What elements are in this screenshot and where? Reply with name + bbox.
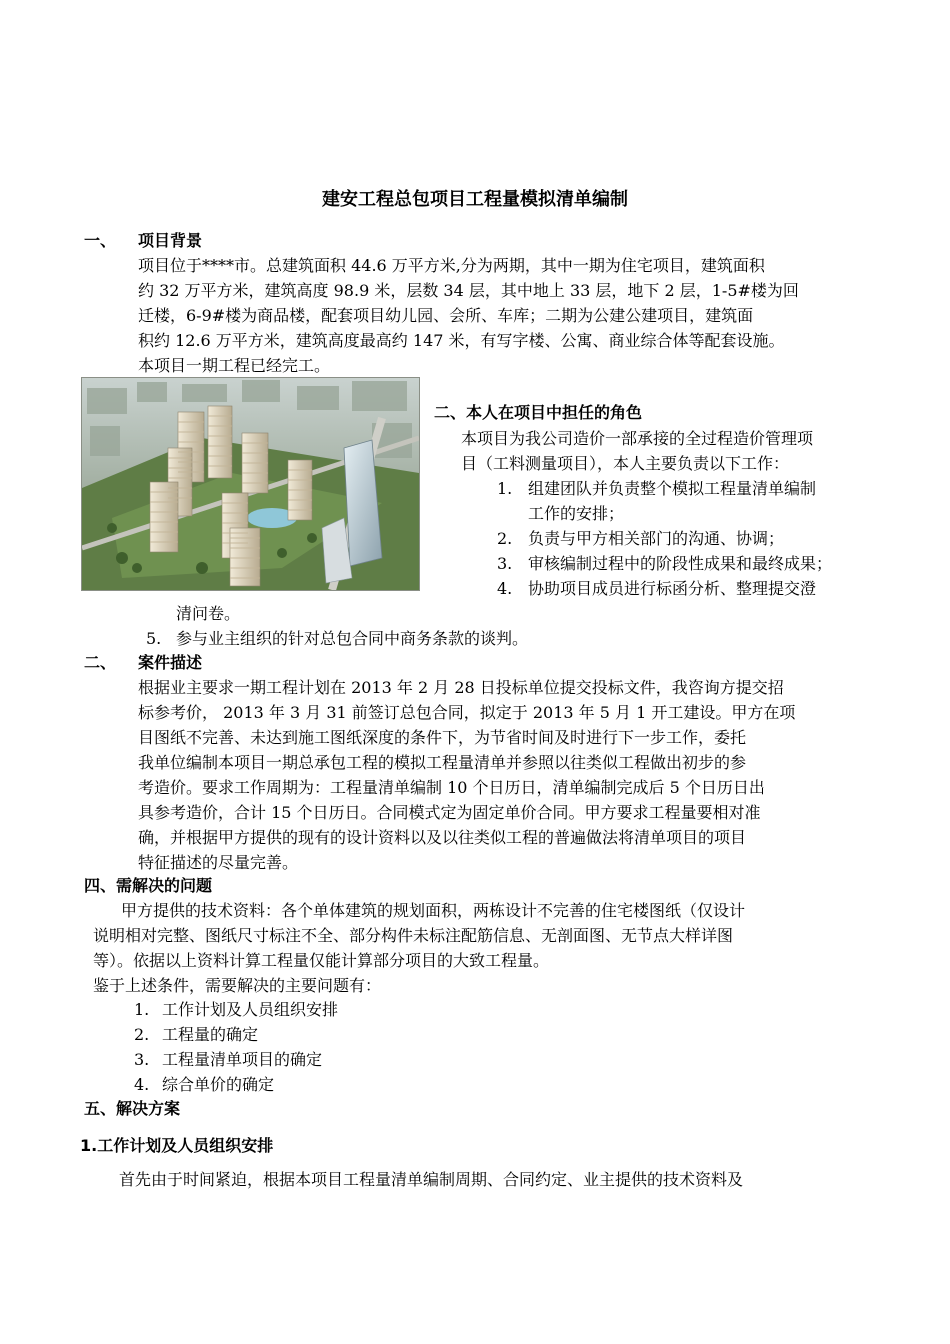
problems-paragraph — [93, 898, 745, 998]
list-item: 4. 综合单价的确定 — [134, 1075, 275, 1094]
section-number: 一、 — [84, 231, 117, 250]
text-line: 本项目一期工程已经完工。 — [138, 356, 331, 375]
text-line: 等）。依据以上资料计算工程量仅能计算部分项目的大致工程量。 — [93, 951, 550, 970]
text-line: 本项目为我公司造价一部承接的全过程造价管理项 — [461, 429, 814, 448]
list-item: 2. 负责与甲方相关部门的沟通、协调； — [497, 529, 785, 548]
list-item: 3. 工程量清单项目的确定 — [134, 1050, 323, 1069]
text-line: 说明相对完整、图纸尺寸标注不全、部分构件未标注配筋信息、无剖面图、无节点大样详图 — [93, 926, 734, 945]
page-title: 建安工程总包项目工程量模拟清单编制 — [322, 189, 628, 210]
text-line: 我单位编制本项目一期总承包工程的模拟工程量清单并参照以往类似工程做出初步的参 — [138, 753, 747, 772]
subsection-heading-work-plan: 1.工作计划及人员组织安排 — [80, 1136, 274, 1155]
list-item: 5. 参与业主组织的针对总包合同中商务条款的谈判。 — [146, 629, 529, 648]
section-heading-role: 二、本人在项目中担任的角色 — [434, 403, 643, 422]
section-number: 二、 — [84, 653, 117, 672]
solution-paragraph — [119, 1167, 743, 1192]
text-line: 目（工料测量项目），本人主要负责以下工作： — [461, 454, 790, 473]
section-heading-background — [84, 229, 202, 253]
list-item: 2. 工程量的确定 — [134, 1025, 259, 1044]
section-heading-problems: 四、需解决的问题 — [84, 876, 213, 895]
project-rendering-image — [81, 377, 420, 591]
list-item: 清问卷。 — [176, 604, 241, 623]
role-paragraph — [461, 426, 813, 476]
list-item: 4. 协助项目成员进行标函分析、整理提交澄 — [497, 579, 817, 598]
background-paragraph — [138, 253, 799, 378]
case-paragraph — [138, 675, 795, 875]
aerial-view-illustration — [82, 378, 419, 590]
text-line: 约 32 万平方米，建筑高度 98.9 米，层数 34 层，其中地上 33 层，地下 2 层，1-5#楼为回 — [138, 281, 799, 300]
text-line: 确，并根据甲方提供的现有的设计资料以及以往类似工程的普遍做法将清单项目的项目 — [138, 828, 747, 847]
section-title: 案件描述 — [138, 653, 203, 672]
text-line: 迁楼，6-9#楼为商品楼，配套项目幼儿园、会所、车库；二期为公建公建项目，建筑面 — [138, 306, 754, 325]
section-title: 项目背景 — [138, 231, 203, 250]
text-line: 甲方提供的技术资料：各个单体建筑的规划面积，两栋设计不完善的住宅楼图纸（仅设计 — [121, 901, 746, 920]
text-line: 项目位于****市。总建筑面积 44.6 万平方米,分为两期，其中一期为住宅项目，建筑面积 — [138, 256, 765, 275]
text-line: 标参考价， 2013 年 3 月 31 前签订总包合同，拟定于 2013 年 5 月 1 开工建设。甲方在项 — [138, 703, 796, 722]
list-item: 工作的安排； — [528, 504, 625, 523]
text-line: 特征描述的尽量完善。 — [138, 853, 299, 872]
text-line: 考造价。要求工作周期为：工程量清单编制 10 个日历日，清单编制完成后 5 个日历日出 — [138, 778, 765, 797]
text-line: 首先由于时间紧迫，根据本项目工程量清单编制周期、合同约定、业主提供的技术资料及 — [119, 1170, 744, 1189]
list-item: 1. 工作计划及人员组织安排 — [134, 1000, 339, 1019]
text-line: 具参考造价，合计 15 个日历日。合同模式定为固定单价合同。甲方要求工程量要相对准 — [138, 803, 761, 822]
text-line: 鉴于上述条件，需要解决的主要问题有： — [93, 976, 382, 995]
section-heading-case — [84, 651, 202, 675]
list-item: 1. 组建团队并负责整个模拟工程量清单编制 — [497, 479, 817, 498]
text-line: 积约 12.6 万平方米，建筑高度最高约 147 米，有写字楼、公寓、商业综合体等配套设施。 — [138, 331, 785, 350]
list-item: 3. 审核编制过程中的阶段性成果和最终成果； — [497, 554, 833, 573]
text-line: 根据业主要求一期工程计划在 2013 年 2 月 28 日投标单位提交投标文件，我咨询方提交招 — [138, 678, 784, 697]
text-line: 目图纸不完善、未达到施工图纸深度的条件下，为节省时间及时进行下一步工作，委托 — [138, 728, 747, 747]
section-heading-solution: 五、解决方案 — [84, 1099, 181, 1118]
